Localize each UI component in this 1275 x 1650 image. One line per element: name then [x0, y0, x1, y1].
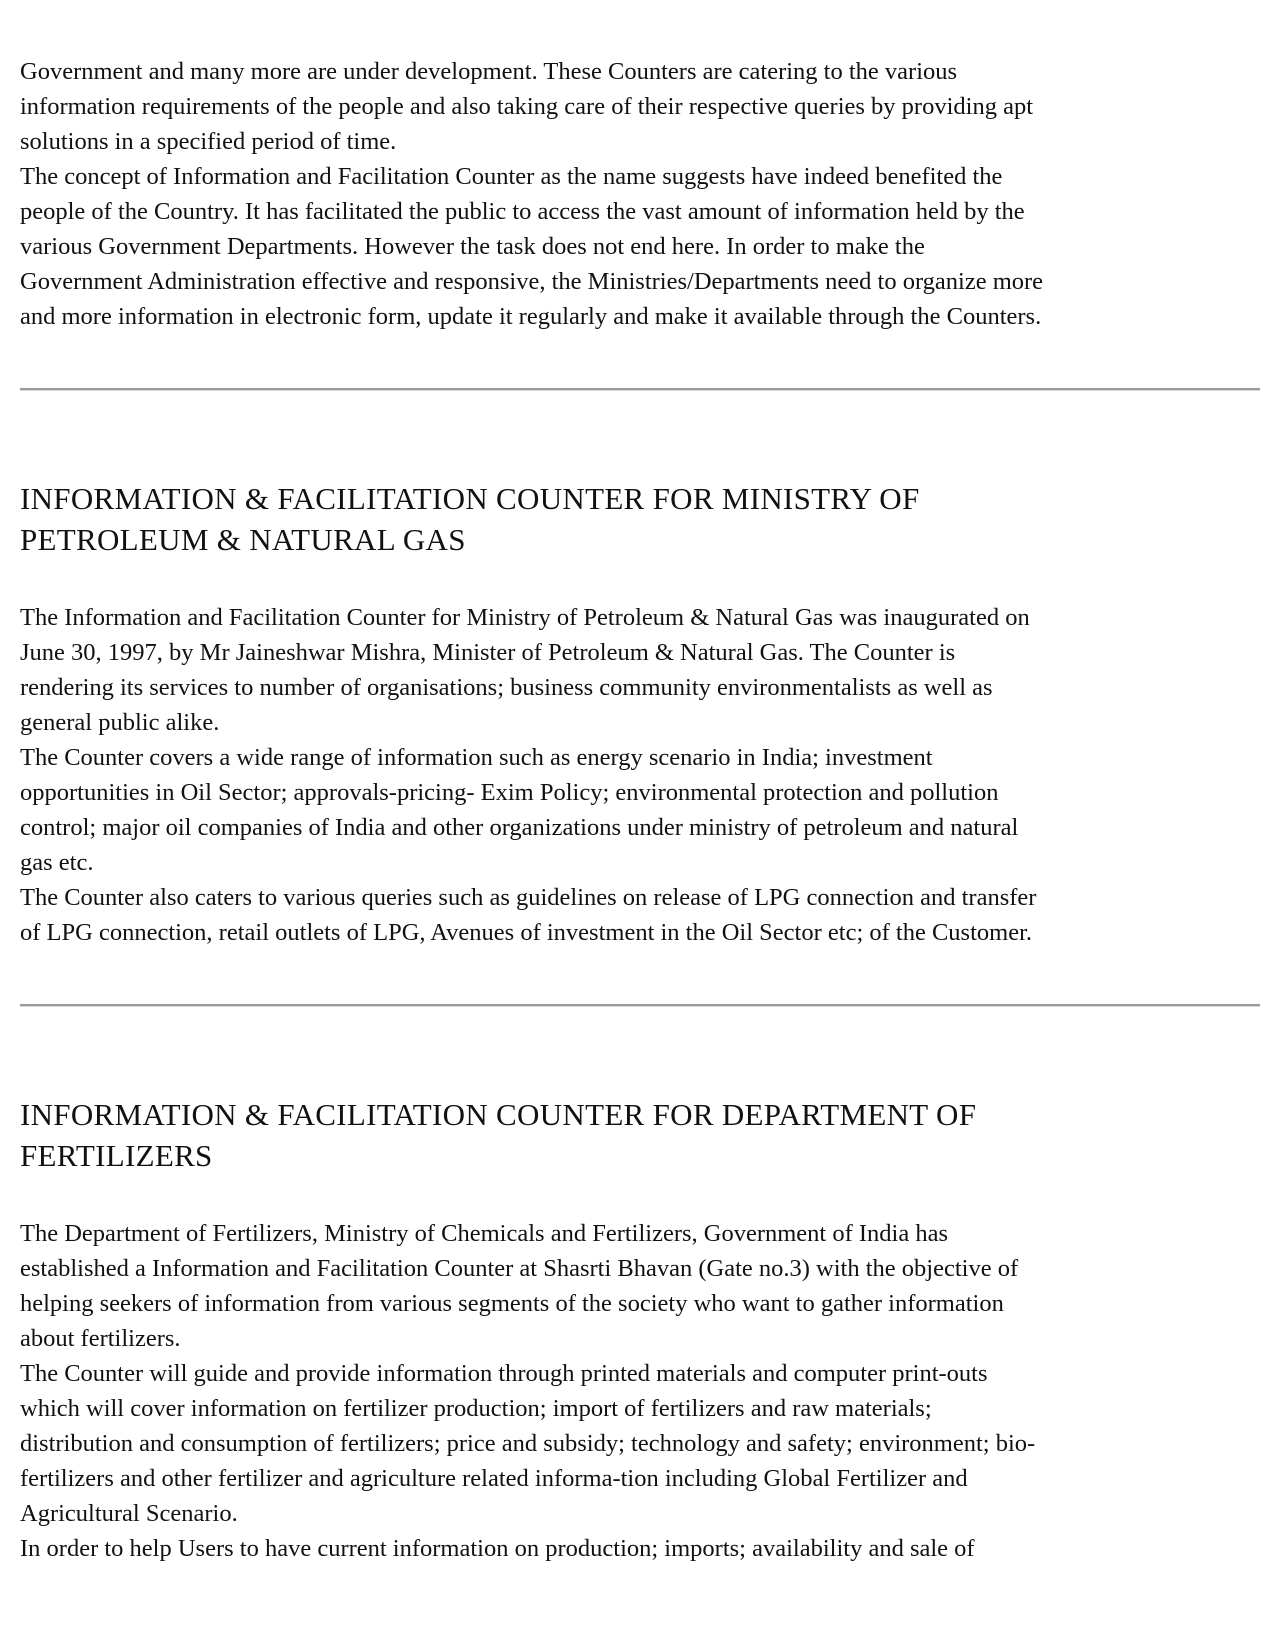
intro-line: solutions in a specified period of time.: [20, 128, 397, 155]
section-body-fertilizers: [20, 1216, 1260, 1566]
intro-line: information requirements of the people and also taking care of their respective queries by providing apt: [20, 93, 1034, 120]
intro-line: Government Administration effective and responsive, the Ministries/Departments need to organize more: [20, 268, 1044, 295]
intro-line: The concept of Information and Facilitation Counter as the name suggests have indeed benefited the: [20, 163, 1003, 190]
heading-line: INFORMATION & FACILITATION COUNTER FOR DEPARTMENT OF: [20, 1097, 977, 1132]
intro-line: people of the Country. It has facilitated the public to access the vast amount of information held by the: [20, 198, 1025, 225]
body-line: Agricultural Scenario.: [20, 1500, 238, 1527]
body-line: June 30, 1997, by Mr Jaineshwar Mishra, Minister of Petroleum & Natural Gas. The Counter is: [20, 639, 956, 666]
document-page: [20, 54, 1260, 1566]
body-line: about fertilizers.: [20, 1325, 181, 1352]
body-line: The Counter will guide and provide information through printed materials and computer print-outs: [20, 1360, 988, 1387]
section-body-petroleum: [20, 600, 1260, 950]
section-divider: [20, 388, 1260, 391]
body-line: The Information and Facilitation Counter for Ministry of Petroleum & Natural Gas was inaugurated on: [20, 604, 1030, 631]
body-line: helping seekers of information from various segments of the society who want to gather information: [20, 1290, 1004, 1317]
body-line: The Department of Fertilizers, Ministry of Chemicals and Fertilizers, Government of India has: [20, 1220, 949, 1247]
heading-line: FERTILIZERS: [20, 1138, 213, 1173]
body-line: established a Information and Facilitation Counter at Shasrti Bhavan (Gate no.3) with the objective of: [20, 1255, 1019, 1282]
section-divider: [20, 1004, 1260, 1007]
body-line: gas etc.: [20, 849, 94, 876]
section-heading-petroleum: [20, 478, 1260, 560]
intro-line: various Government Departments. However the task does not end here. In order to make the: [20, 233, 925, 260]
body-line: In order to help Users to have current information on production; imports; availability and sale of: [20, 1535, 975, 1562]
heading-line: PETROLEUM & NATURAL GAS: [20, 522, 466, 557]
body-line: which will cover information on fertilizer production; import of fertilizers and raw materials;: [20, 1395, 932, 1422]
body-line: fertilizers and other fertilizer and agriculture related informa-tion including Global Fertilizer and: [20, 1465, 968, 1492]
intro-paragraph: [20, 54, 1260, 334]
body-line: The Counter also caters to various queries such as guidelines on release of LPG connection and transfer: [20, 884, 1037, 911]
intro-line: Government and many more are under development. These Counters are catering to the various: [20, 58, 958, 85]
body-line: The Counter covers a wide range of information such as energy scenario in India; investment: [20, 744, 933, 771]
body-line: rendering its services to number of organisations; business community environmentalists as well as: [20, 674, 993, 701]
body-line: control; major oil companies of India and other organizations under ministry of petroleum and natural: [20, 814, 1019, 841]
section-heading-fertilizers: [20, 1094, 1260, 1176]
heading-line: INFORMATION & FACILITATION COUNTER FOR MINISTRY OF: [20, 481, 920, 516]
body-line: general public alike.: [20, 709, 220, 736]
intro-line: and more information in electronic form, update it regularly and make it available through the Counters.: [20, 303, 1042, 330]
body-line: of LPG connection, retail outlets of LPG, Avenues of investment in the Oil Sector etc; of the Customer.: [20, 919, 1033, 946]
body-line: opportunities in Oil Sector; approvals-pricing- Exim Policy; environmental protection and pollution: [20, 779, 999, 806]
body-line: distribution and consumption of fertilizers; price and subsidy; technology and safety; environment; bio-: [20, 1430, 1036, 1457]
